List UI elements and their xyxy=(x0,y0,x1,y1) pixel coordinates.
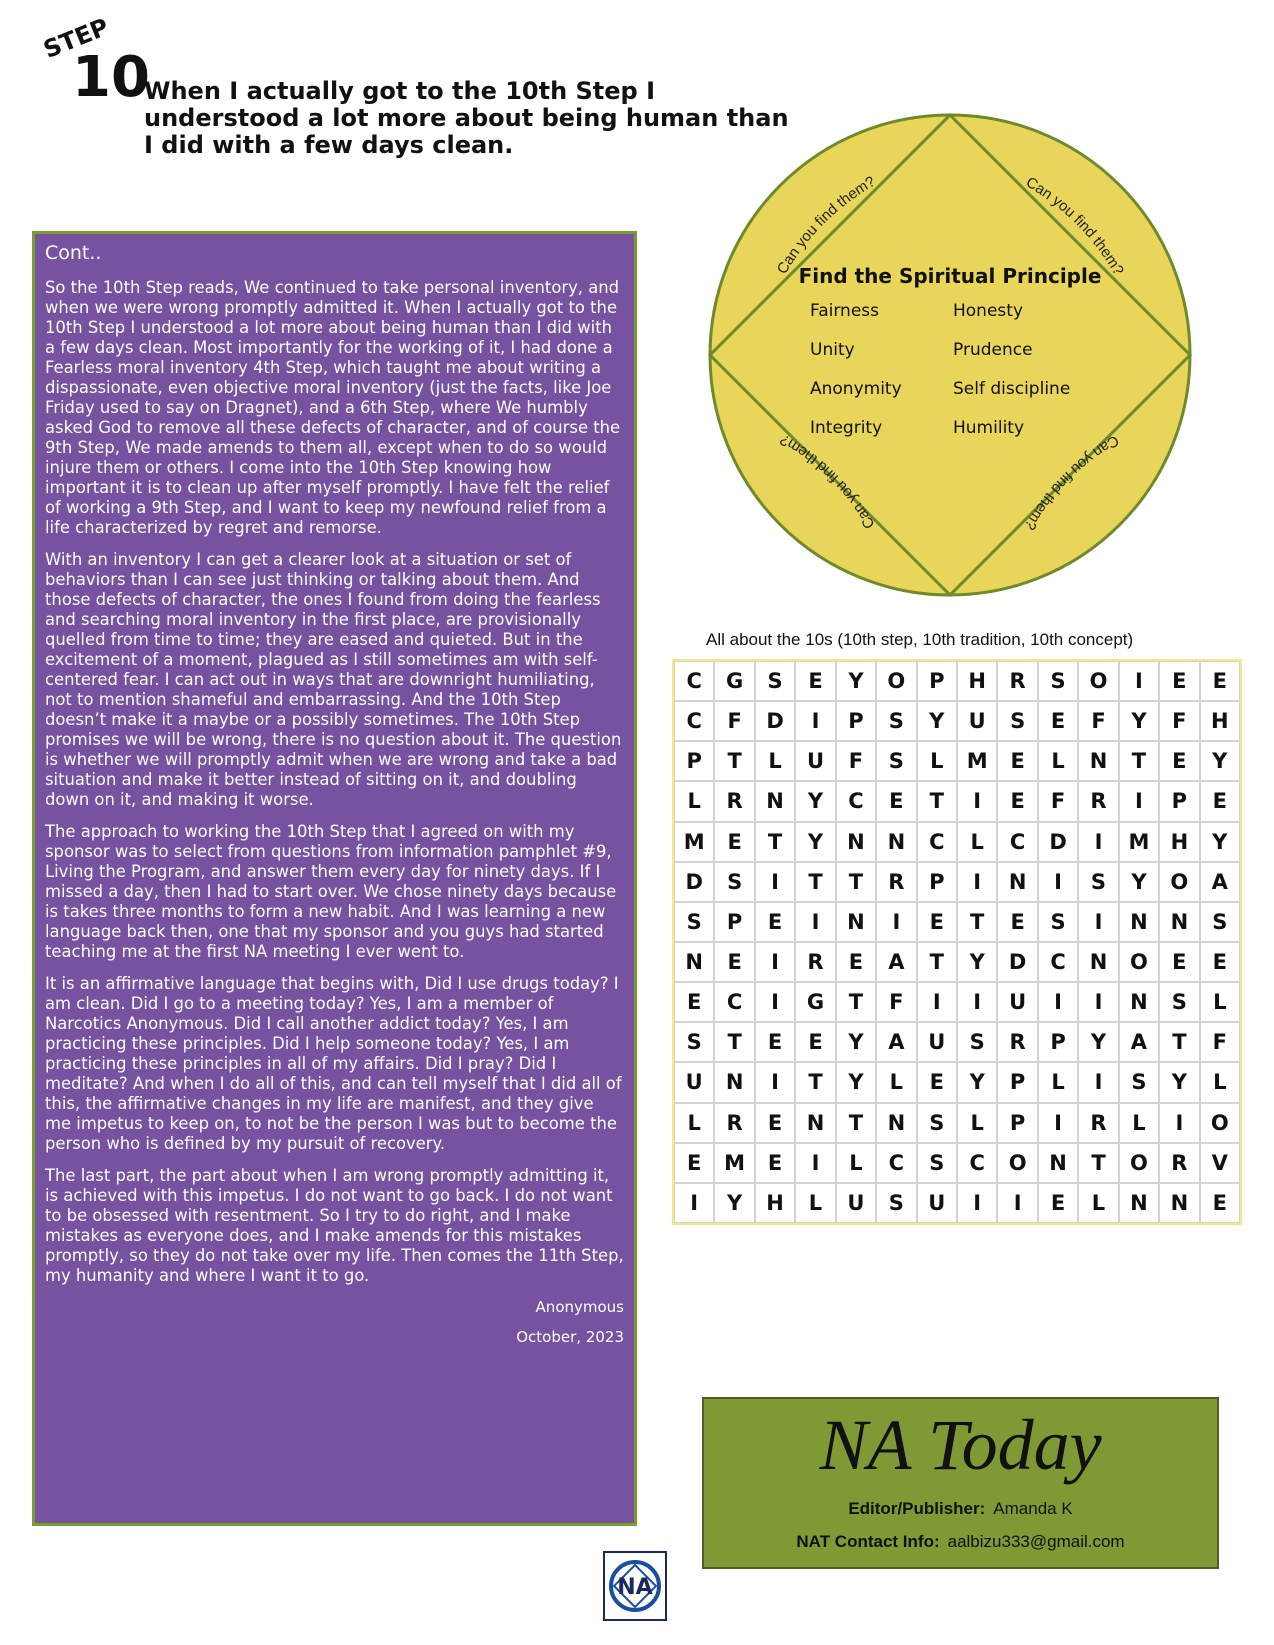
wordsearch-cell[interactable]: H xyxy=(755,1183,795,1223)
wordsearch-cell[interactable]: S xyxy=(957,1022,997,1062)
wordsearch-cell[interactable]: U xyxy=(997,982,1037,1022)
wordsearch-cell[interactable]: N xyxy=(1159,1183,1199,1223)
wordsearch-cell[interactable]: Y xyxy=(1159,1062,1199,1102)
principle-circle xyxy=(710,115,1190,595)
wordsearch-cell[interactable]: A xyxy=(876,942,916,982)
contact-label: NAT Contact Info: xyxy=(796,1532,940,1551)
wordsearch-cell[interactable]: I xyxy=(957,781,997,821)
article-paragraph: The last part, the part about when I am wrong promptly admitting it, is achieved with this impetus. I do not want to go back. I do not want to be obsessed with resentment. So I try to do right, and I make mistakes as everyone does, and I make amends for this mistakes promptly, so they do not take over my life. Then comes the 11th Step, my humanity and where I want it to go. xyxy=(45,1166,624,1285)
article-paragraph: With an inventory I can get a clearer look at a situation or set of behaviors than I can see just thinking or talking about them. And those defects of character, the ones I found from doing the fearless and searching moral inventory in the first place, are provisionally quelled from time to time; they are eased and quieted. But in the excitement of a moment, plagued as I still sometimes am with self-centered fear. I can act out in ways that are downright humiliating, not to mention shameful and embarrassing. And the 10th Step doesn’t make it a maybe or a possibly sometimes. The 10th Step promises we will be wrong, there is no question about it. The question is whether we will promptly admit when we are wrong and take a bad situation and make it better instead of sitting on it, and doubling down on it, and making it worse. xyxy=(45,550,622,809)
wordsearch-cell[interactable]: I xyxy=(795,701,835,741)
masthead-box xyxy=(702,1397,1219,1569)
wordsearch-cell[interactable]: S xyxy=(1200,902,1240,942)
wordsearch-cell[interactable]: O xyxy=(1119,942,1159,982)
wordsearch-cell[interactable]: U xyxy=(917,1022,957,1062)
wordsearch-cell[interactable]: L xyxy=(674,781,714,821)
wordsearch-cell[interactable]: S xyxy=(1038,902,1078,942)
wordsearch-cell[interactable]: P xyxy=(997,1103,1037,1143)
wordsearch-cell[interactable]: M xyxy=(674,822,714,862)
wordsearch-cell[interactable]: A xyxy=(1200,862,1240,902)
wordsearch-cell[interactable]: O xyxy=(876,661,916,701)
wordsearch-cell[interactable]: E xyxy=(836,942,876,982)
wordsearch-cell[interactable]: T xyxy=(795,862,835,902)
wordsearch-cell[interactable]: Y xyxy=(1119,701,1159,741)
wordsearch-cell[interactable]: L xyxy=(1038,741,1078,781)
wordsearch-cell[interactable]: Y xyxy=(1078,1022,1118,1062)
wordsearch-cell[interactable]: E xyxy=(674,1143,714,1183)
wordsearch-cell[interactable]: S xyxy=(917,1143,957,1183)
wordsearch-cell[interactable]: L xyxy=(755,741,795,781)
wordsearch-cell[interactable]: P xyxy=(674,741,714,781)
wordsearch-cell[interactable]: R xyxy=(714,1103,754,1143)
wordsearch-cell[interactable]: C xyxy=(714,982,754,1022)
wordsearch-cell[interactable]: T xyxy=(795,1062,835,1102)
wordsearch-cell[interactable]: R xyxy=(1159,1143,1199,1183)
wordsearch-cell[interactable]: I xyxy=(1038,862,1078,902)
wordsearch-cell[interactable]: N xyxy=(876,1103,916,1143)
wordsearch-cell[interactable]: O xyxy=(1119,1143,1159,1183)
wordsearch-cell[interactable]: R xyxy=(1078,1103,1118,1143)
wordsearch-cell[interactable]: S xyxy=(674,902,714,942)
wordsearch-cell[interactable]: N xyxy=(795,1103,835,1143)
spiritual-principle-puzzle xyxy=(700,110,1200,610)
wordsearch-cell[interactable]: L xyxy=(1038,1062,1078,1102)
wordsearch-cell[interactable]: R xyxy=(876,862,916,902)
wordsearch-cell[interactable]: I xyxy=(957,862,997,902)
wordsearch-cell[interactable]: E xyxy=(1200,661,1240,701)
wordsearch-cell[interactable]: S xyxy=(1038,661,1078,701)
wordsearch-cell[interactable]: L xyxy=(957,1103,997,1143)
wordsearch-cell[interactable]: C xyxy=(674,661,714,701)
wordsearch-cell[interactable]: C xyxy=(917,822,957,862)
article-paragraph: So the 10th Step reads, We continued to take personal inventory, and when we were wrong promptly admitted it. When I actually got to the 10th Step I understood a lot more about being human than I did with a few days clean. Most importantly for the working of it, I had done a Fearless moral inventory 4th Step, which taught me about writing a dispassionate, even objective moral inventory (just the facts, like Joe Friday used to say on Dragnet), and a 6th Step, where We humbly asked God to remove all these defects of character, and of course the 9th Step, We made amends to them all, except when to do so would injure them or others. I come into the 10th Step knowing how important it is to clean up after myself promptly. I have felt the relief of working a 9th Step, and I want to keep my newfound relief from a life characterized by regret and remorse. xyxy=(45,278,621,537)
article-paragraph: It is an affirmative language that begins with, Did I use drugs today? I am clean. Did I go to a meeting today? Yes, I am a member of Narcotics Anonymous. Did I call another addict today? Yes, I am practicing these principles. Did I help someone today? Yes, I am practicing these principles in all of my affairs. Did I pray? Did I meditate? And when I do all of this, and can tell myself that I did all of this, the affirmative changes in my life are manifest, and they give me impetus to keep on, to not be the person I was but to become the person who is defined by my pursuit of recovery. xyxy=(45,974,622,1153)
principle-word: Prudence xyxy=(953,340,1033,360)
wordsearch-cell[interactable]: I xyxy=(1119,661,1159,701)
wordsearch-cell[interactable]: S xyxy=(876,701,916,741)
wordsearch-cell[interactable]: Y xyxy=(957,1062,997,1102)
masthead-title: NA Today xyxy=(819,1405,1102,1485)
wordsearch-cell[interactable]: N xyxy=(1119,982,1159,1022)
wordsearch-cell[interactable]: I xyxy=(876,902,916,942)
principle-word: Integrity xyxy=(810,418,883,438)
wordsearch-cell[interactable]: F xyxy=(876,982,916,1022)
editor-label: Editor/Publisher: xyxy=(848,1499,986,1518)
wordsearch-cell[interactable]: Y xyxy=(836,1022,876,1062)
wordsearch-cell[interactable]: N xyxy=(714,1062,754,1102)
wordsearch-cell[interactable]: I xyxy=(1038,982,1078,1022)
prompt-bottom-left: Can you find them? xyxy=(777,430,879,532)
principle-word: Honesty xyxy=(953,301,1024,321)
wordsearch-cell[interactable]: T xyxy=(714,741,754,781)
wordsearch-cell[interactable]: H xyxy=(1159,822,1199,862)
wordsearch-cell[interactable]: I xyxy=(1078,822,1118,862)
wordsearch-cell[interactable]: Y xyxy=(1200,741,1240,781)
wordsearch-cell[interactable]: P xyxy=(917,661,957,701)
wordsearch-cell[interactable]: N xyxy=(1119,1183,1159,1223)
wordsearch-cell[interactable]: P xyxy=(714,902,754,942)
wordsearch-cell[interactable]: E xyxy=(1159,661,1199,701)
wordsearch-cell[interactable]: Y xyxy=(836,661,876,701)
wordsearch-cell[interactable]: P xyxy=(997,1062,1037,1102)
wordsearch-cell[interactable]: U xyxy=(795,741,835,781)
contact-email[interactable]: aalbizu333@gmail.com xyxy=(947,1532,1125,1551)
wordsearch-cell[interactable]: M xyxy=(1119,822,1159,862)
wordsearch-cell[interactable]: E xyxy=(1159,942,1199,982)
wordsearch-cell[interactable]: Y xyxy=(957,942,997,982)
wordsearch-cell[interactable]: R xyxy=(1078,781,1118,821)
wordsearch-cell[interactable]: Y xyxy=(1200,822,1240,862)
wordsearch-cell[interactable]: I xyxy=(957,982,997,1022)
wordsearch-cell[interactable]: C xyxy=(876,1143,916,1183)
wordsearch-cell[interactable]: I xyxy=(755,1062,795,1102)
wordsearch-cell[interactable]: N xyxy=(876,822,916,862)
principle-word: Self discipline xyxy=(953,379,1071,399)
wordsearch-cell[interactable]: S xyxy=(714,862,754,902)
wordsearch-cell[interactable]: C xyxy=(1038,942,1078,982)
wordsearch-cell[interactable]: E xyxy=(917,902,957,942)
wordsearch-cell[interactable]: I xyxy=(755,942,795,982)
wordsearch-cell[interactable]: U xyxy=(957,701,997,741)
wordsearch-cell[interactable]: E xyxy=(714,822,754,862)
wordsearch-cell[interactable]: T xyxy=(957,902,997,942)
wordsearch-cell[interactable]: M xyxy=(957,741,997,781)
wordsearch-cell[interactable]: I xyxy=(1078,982,1118,1022)
wordsearch-cell[interactable]: I xyxy=(1078,902,1118,942)
wordsearch-cell[interactable]: F xyxy=(1078,701,1118,741)
wordsearch-cell[interactable]: O xyxy=(1078,661,1118,701)
wordsearch-cell[interactable]: S xyxy=(876,1183,916,1223)
wordsearch-cell[interactable]: C xyxy=(997,822,1037,862)
principle-word: Humility xyxy=(953,418,1025,438)
wordsearch-cell[interactable]: R xyxy=(795,942,835,982)
principle-word: Fairness xyxy=(810,301,879,321)
wordsearch-cell[interactable]: T xyxy=(1119,741,1159,781)
wordsearch-cell[interactable]: O xyxy=(1159,862,1199,902)
wordsearch-cell[interactable]: E xyxy=(1038,701,1078,741)
wordsearch-cell[interactable]: I xyxy=(755,862,795,902)
wordsearch-cell[interactable]: L xyxy=(795,1183,835,1223)
wordsearch-cell[interactable]: L xyxy=(876,1062,916,1102)
wordsearch-cell[interactable]: P xyxy=(1038,1022,1078,1062)
prompt-bottom-right: Can you find them? xyxy=(1020,431,1122,533)
wordsearch-cell[interactable]: C xyxy=(957,1143,997,1183)
wordsearch-cell[interactable]: S xyxy=(1119,1062,1159,1102)
wordsearch-cell[interactable]: N xyxy=(755,781,795,821)
wordsearch-cell[interactable]: T xyxy=(917,942,957,982)
wordsearch-cell[interactable]: G xyxy=(795,982,835,1022)
header-quote: When I actually got to the 10th Step I understood a lot more about being human than I did with a few days clean. xyxy=(144,77,789,159)
wordsearch-cell[interactable]: A xyxy=(876,1022,916,1062)
prompt-top-right: Can you find them? xyxy=(1022,173,1127,279)
wordsearch-cell[interactable]: Y xyxy=(917,701,957,741)
wordsearch-cell[interactable]: I xyxy=(795,1143,835,1183)
wordsearch-cell[interactable]: D xyxy=(1038,822,1078,862)
wordsearch-cell[interactable]: U xyxy=(836,1183,876,1223)
wordsearch-cell[interactable]: R xyxy=(997,661,1037,701)
editor-value: Amanda K xyxy=(993,1499,1073,1518)
wordsearch-cell[interactable]: E xyxy=(755,1022,795,1062)
wordsearch-cell[interactable]: S xyxy=(1078,862,1118,902)
logo-text: NA xyxy=(617,1575,653,1600)
contact-line xyxy=(704,1532,1217,1552)
wordsearch-cell[interactable]: T xyxy=(1159,1022,1199,1062)
wordsearch-cell[interactable]: V xyxy=(1200,1143,1240,1183)
wordsearch-cell[interactable]: E xyxy=(714,942,754,982)
wordsearch-cell[interactable]: D xyxy=(755,701,795,741)
principle-word: Anonymity xyxy=(810,379,902,399)
wordsearch-cell[interactable]: F xyxy=(1038,781,1078,821)
article-author: Anonymous xyxy=(535,1298,624,1316)
wordsearch-cell[interactable]: H xyxy=(1200,701,1240,741)
wordsearch-cell[interactable]: T xyxy=(917,781,957,821)
wordsearch-cell[interactable]: C xyxy=(674,701,714,741)
wordsearch-cell[interactable]: P xyxy=(836,701,876,741)
wordsearch-cell[interactable]: I xyxy=(997,1183,1037,1223)
wordsearch-cell[interactable]: L xyxy=(836,1143,876,1183)
wordsearch-cell[interactable]: N xyxy=(836,822,876,862)
step-number: 10 xyxy=(72,45,150,110)
wordsearch-cell[interactable]: E xyxy=(1038,1183,1078,1223)
wordsearch-cell[interactable]: L xyxy=(1200,1062,1240,1102)
article-continued-label: Cont.. xyxy=(45,242,102,264)
wordsearch-cell[interactable]: F xyxy=(836,741,876,781)
wordsearch-cell[interactable]: O xyxy=(997,1143,1037,1183)
wordsearch-cell[interactable]: N xyxy=(1038,1143,1078,1183)
wordsearch-cell[interactable]: E xyxy=(795,1022,835,1062)
wordsearch-cell[interactable]: I xyxy=(957,1183,997,1223)
wordsearch-cell[interactable]: I xyxy=(917,982,957,1022)
wordsearch-cell[interactable]: E xyxy=(997,741,1037,781)
wordsearch-cell[interactable]: N xyxy=(836,902,876,942)
wordsearch-cell[interactable]: I xyxy=(795,902,835,942)
wordsearch-cell[interactable]: I xyxy=(755,982,795,1022)
wordsearch-cell[interactable]: U xyxy=(917,1183,957,1223)
wordsearch-cell[interactable]: Y xyxy=(795,781,835,821)
wordsearch-cell[interactable]: U xyxy=(674,1062,714,1102)
wordsearch-cell[interactable]: D xyxy=(674,862,714,902)
wordsearch-cell[interactable]: T xyxy=(714,1022,754,1062)
wordsearch-cell[interactable]: A xyxy=(1119,1022,1159,1062)
wordsearch-cell[interactable]: I xyxy=(674,1183,714,1223)
wordsearch-cell[interactable]: E xyxy=(755,902,795,942)
editor-line xyxy=(704,1499,1217,1519)
wordsearch-cell[interactable]: S xyxy=(997,701,1037,741)
wordsearch-cell[interactable]: F xyxy=(1200,1022,1240,1062)
wordsearch-cell[interactable]: Y xyxy=(836,1062,876,1102)
wordsearch-cell[interactable]: E xyxy=(674,982,714,1022)
wordsearch-cell[interactable]: L xyxy=(1078,1183,1118,1223)
wordsearch-cell[interactable]: Y xyxy=(714,1183,754,1223)
wordsearch-cell[interactable]: R xyxy=(997,1022,1037,1062)
wordsearch-cell[interactable]: R xyxy=(714,781,754,821)
article-box xyxy=(32,231,637,1526)
wordsearch-cell[interactable]: F xyxy=(714,701,754,741)
wordsearch-cell[interactable]: T xyxy=(836,1103,876,1143)
wordsearch-cell[interactable]: M xyxy=(714,1143,754,1183)
wordsearch-cell[interactable]: T xyxy=(1078,1143,1118,1183)
wordsearch-cell[interactable]: C xyxy=(836,781,876,821)
wordsearch-cell[interactable]: I xyxy=(1038,1103,1078,1143)
wordsearch-cell[interactable]: E xyxy=(917,1062,957,1102)
wordsearch-cell[interactable]: S xyxy=(755,661,795,701)
wordsearch-cell[interactable]: T xyxy=(755,822,795,862)
wordsearch-cell[interactable]: E xyxy=(1200,942,1240,982)
wordsearch-cell[interactable]: N xyxy=(997,862,1037,902)
article-date: October, 2023 xyxy=(516,1328,624,1346)
wordsearch-caption: All about the 10s (10th step, 10th tradition, 10th concept) xyxy=(706,630,1134,649)
article-paragraph: The approach to working the 10th Step that I agreed on with my sponsor was to select from questions from information pamphlet #9, Living the Program, and answer them every day for ninety days. If I missed a day, then I had to start over. We chose ninety days because is takes three months to form a new habit. And I was learning a new language back then, one that my sponsor and you guys had started teaching me at the first NA meeting I ever went to. xyxy=(45,822,617,961)
wordsearch-cell[interactable]: T xyxy=(836,862,876,902)
wordsearch-cell[interactable]: L xyxy=(917,741,957,781)
wordsearch-cell[interactable]: E xyxy=(876,781,916,821)
wordsearch-cell[interactable]: S xyxy=(1159,982,1199,1022)
wordsearch-cell[interactable]: E xyxy=(1200,1183,1240,1223)
wordsearch-cell[interactable]: T xyxy=(836,982,876,1022)
wordsearch-cell[interactable]: S xyxy=(917,1103,957,1143)
wordsearch-cell[interactable]: N xyxy=(1078,942,1118,982)
wordsearch-cell[interactable]: N xyxy=(1078,741,1118,781)
principle-word: Unity xyxy=(810,340,855,360)
prompt-top-left: Can you find them? xyxy=(773,173,879,278)
wordsearch-cell[interactable]: L xyxy=(1119,1103,1159,1143)
wordsearch-cell[interactable]: L xyxy=(1200,982,1240,1022)
wordsearch-cell[interactable]: P xyxy=(1159,781,1199,821)
na-logo-icon xyxy=(603,1551,667,1621)
wordsearch-cell[interactable]: I xyxy=(1078,1062,1118,1102)
wordsearch-cell[interactable]: Y xyxy=(1119,862,1159,902)
wordsearch-grid xyxy=(672,659,1242,1225)
wordsearch-cell[interactable]: S xyxy=(674,1022,714,1062)
wordsearch-cell[interactable]: E xyxy=(755,1103,795,1143)
wordsearch-cell[interactable]: N xyxy=(1119,902,1159,942)
wordsearch-cell[interactable]: H xyxy=(957,661,997,701)
wordsearch-cell[interactable]: S xyxy=(876,741,916,781)
wordsearch-cell[interactable]: L xyxy=(957,822,997,862)
wordsearch-cell[interactable]: I xyxy=(1159,1103,1199,1143)
wordsearch-cell[interactable]: E xyxy=(997,781,1037,821)
wordsearch-cell[interactable]: O xyxy=(1200,1103,1240,1143)
wordsearch-cell[interactable]: D xyxy=(997,942,1037,982)
wordsearch-cell[interactable]: E xyxy=(1200,781,1240,821)
step-label: STEP xyxy=(39,12,113,65)
wordsearch-cell[interactable]: G xyxy=(714,661,754,701)
wordsearch-cell[interactable]: Y xyxy=(795,822,835,862)
wordsearch-cell[interactable]: L xyxy=(674,1103,714,1143)
wordsearch-cell[interactable]: N xyxy=(674,942,714,982)
wordsearch-cell[interactable]: I xyxy=(1119,781,1159,821)
wordsearch-cell[interactable]: N xyxy=(1159,902,1199,942)
wordsearch-cell[interactable]: P xyxy=(917,862,957,902)
wordsearch-cell[interactable]: E xyxy=(997,902,1037,942)
principle-title: Find the Spiritual Principle xyxy=(798,264,1102,288)
wordsearch-cell[interactable]: E xyxy=(755,1143,795,1183)
wordsearch-cell[interactable]: E xyxy=(795,661,835,701)
wordsearch-cell[interactable]: E xyxy=(1159,741,1199,781)
wordsearch-cell[interactable]: F xyxy=(1159,701,1199,741)
